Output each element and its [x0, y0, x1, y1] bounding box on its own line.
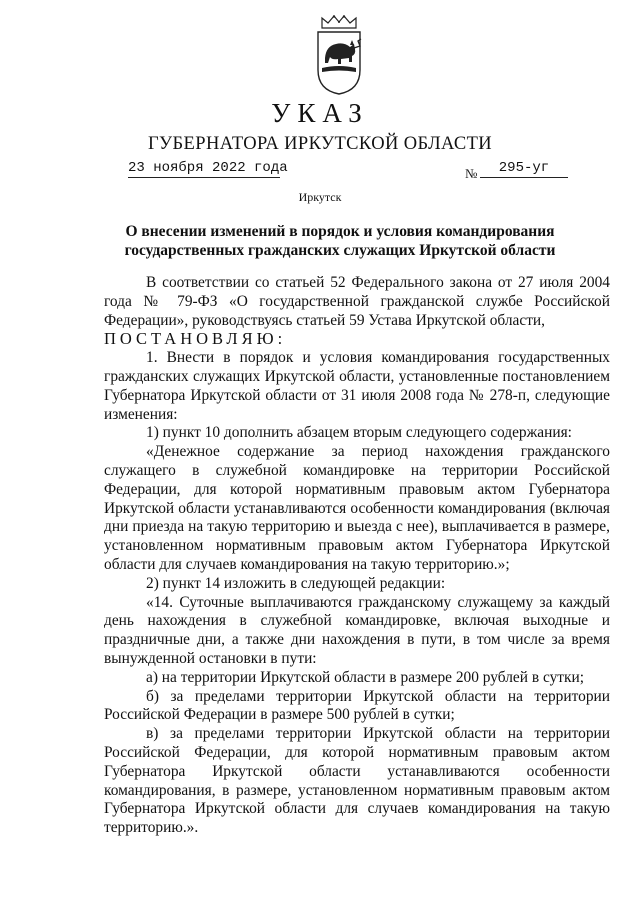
paragraph-4: 2) пункт 14 изложить в следующей редакции:	[146, 574, 446, 592]
paragraph-5: «14. Суточные выплачиваются гражданскому служащему за каждый день нахождения в служебной командировке, включая выходные и праздничные дни, а также дни нахождения в пути, в том числе за время вынужденной остановки в пути:	[104, 593, 610, 667]
document-issuer: ГУБЕРНАТОРА ИРКУТСКОЙ ОБЛАСТИ	[147, 134, 493, 154]
document-body	[104, 274, 610, 838]
paragraph-8: в) за пределами территории Иркутской области на территории Российской Федерации, для которой нормативным правовым актом Губернатора Иркутской области устанавливаются особенности командирования, в размере, установленном нормативным правовым актом Губернатора Иркутской области для случаев командирования на такую территорию.».	[104, 725, 610, 837]
irkutsk-coat-of-arms-icon	[314, 14, 364, 96]
preamble: В соответствии со статьей 52 Федерального закона от 27 июля 2004 года № 79-ФЗ «О государственной гражданской службе Российской Федерации», руководствуясь статьей 59 Устава Иркутской области,	[104, 274, 610, 329]
paragraph-1: 1. Внести в порядок и условия командирования государственных гражданских служащих Иркутской области, установленные постановлением Губернатора Иркутской области от 31 июля 2008 года № 278-п, следующие изменения:	[104, 349, 610, 423]
paragraph-6: а) на территории Иркутской области в размере 200 рублей в сутки;	[146, 668, 584, 686]
document-date: 23 ноября 2022 года	[128, 160, 288, 176]
document-heading: О внесении изменений в порядок и условия командирования государственных гражданских служащих Иркутской области	[124, 223, 556, 259]
paragraph-7: б) за пределами территории Иркутской области на территории Российской Федерации в размере 500 рублей в сутки;	[104, 687, 610, 724]
document-city: Иркутск	[298, 190, 342, 204]
document-number: 295-уг	[480, 160, 568, 178]
document-title: УКАЗ	[271, 98, 369, 128]
number-sign: №	[465, 166, 478, 181]
postanovlyayu: ПОСТАНОВЛЯЮ:	[104, 329, 287, 349]
paragraph-3: «Денежное содержание за период нахождения гражданского служащего в служебной командировке на территории Российской Федерации, для которой нормативным правовым актом Губернатора Иркутской области устанавливаются особенности командирования (включая дни приезда на такую территорию и выезда с нее), выплачивается в размере, установленном нормативным правовым актом Губернатора Иркутской области для случаев командирования на такую территорию.»;	[104, 443, 610, 573]
paragraph-2: 1) пункт 10 дополнить абзацем вторым следующего содержания:	[146, 424, 572, 442]
